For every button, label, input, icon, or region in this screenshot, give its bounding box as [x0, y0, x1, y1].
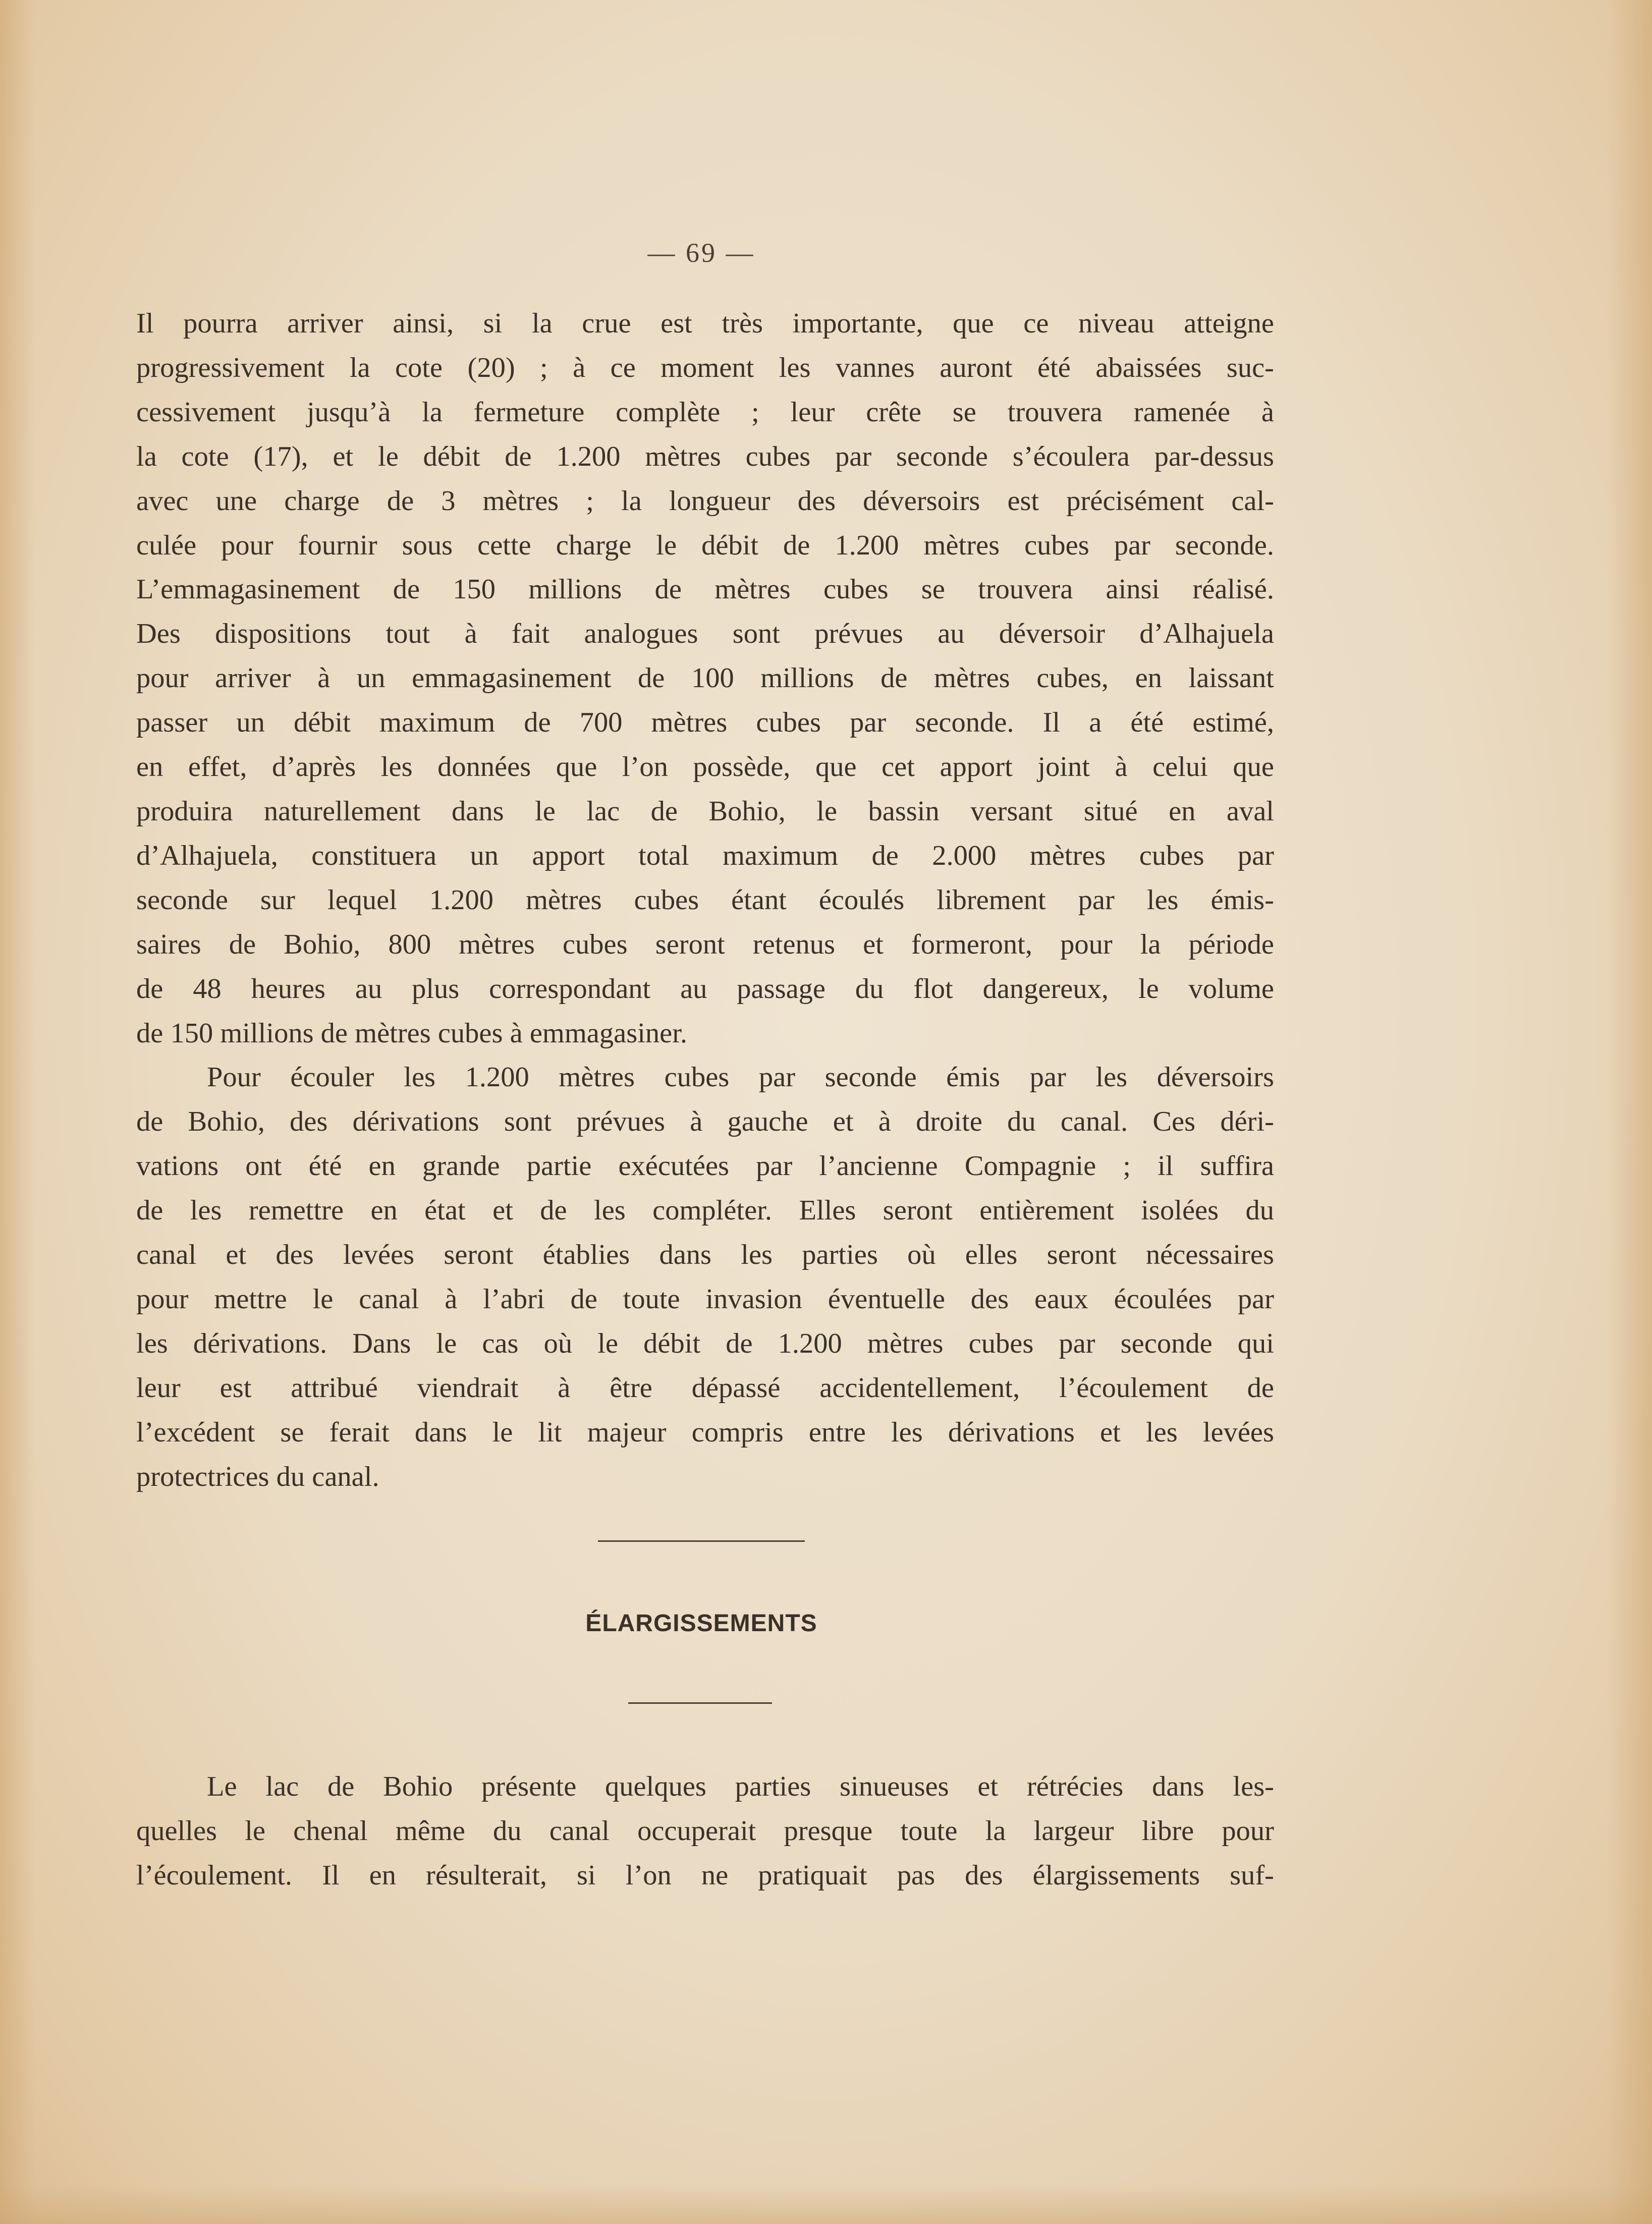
text-line: l’écoulement. Il en résulterait, si l’on ne pratiquait pas des élargissements suf-	[136, 1860, 1274, 1891]
text-line: produira naturellement dans le lac de Bohio, le bassin versant situé en aval	[136, 795, 1274, 827]
paragraph-first-line	[136, 1764, 1274, 1809]
section-heading: ÉLARGISSEMENTS	[585, 1610, 817, 1637]
text-line: passer un débit maximum de 700 mètres cubes par seconde. Il a été estimé,	[136, 707, 1274, 739]
text-line: progressivement la cote (20) ; à ce moment les vannes auront été abaissées suc-	[136, 352, 1274, 383]
text-line: canal et des levées seront établies dans les parties où elles seront nécessaires	[136, 1239, 1274, 1271]
text-line: pour mettre le canal à l’abri de toute invasion éventuelle des eaux écoulées par	[136, 1283, 1274, 1315]
main-text-block	[136, 302, 1274, 1499]
text-line: leur est attribué viendrait à être dépassé accidentellement, l’écoulement de	[136, 1372, 1274, 1404]
text-line: protectrices du canal.	[136, 1461, 379, 1492]
paper-edge-bottom	[0, 2184, 1652, 2224]
text-line: de les remettre en état et de les compléter. Elles seront entièrement isolées du	[136, 1195, 1274, 1227]
text-line: les dérivations. Dans le cas où le débit de 1.200 mètres cubes par seconde qui	[136, 1327, 1274, 1359]
section-divider-top	[598, 1540, 805, 1542]
text-line: de 48 heures au plus correspondant au passage du flot dangereux, le volume	[136, 973, 1274, 1005]
text-line: cessivement jusqu’à la fermeture complète ; leur crête se trouvera ramenée à	[136, 396, 1274, 428]
text-line: pour arriver à un emmagasinement de 100 millions de mètres cubes, en laissant	[136, 662, 1274, 694]
text-line: la cote (17), et le débit de 1.200 mètres cubes par seconde s’écoulera par-dessus	[136, 440, 1274, 472]
text-line: en effet, d’après les données que l’on possède, que cet apport joint à celui que	[136, 751, 1274, 783]
text-line: de 150 millions de mètres cubes à emmagasiner.	[136, 1017, 688, 1049]
section-text-block	[136, 1764, 1274, 1898]
text-line: l’excédent se ferait dans le lit majeur compris entre les dérivations et les levées	[136, 1416, 1274, 1448]
text-line: L’emmagasinement de 150 millions de mètres cubes se trouvera ainsi réalisé.	[136, 574, 1274, 605]
text-line: saires de Bohio, 800 mètres cubes seront retenus et formeront, pour la période	[136, 928, 1274, 960]
paper-edge-right	[1607, 0, 1652, 2224]
text-line: quelles le chenal même du canal occuperait presque toute la largeur libre pour	[136, 1815, 1274, 1847]
text-line: vations ont été en grande partie exécutées par l’ancienne Compagnie ; il suffira	[136, 1150, 1274, 1182]
paragraph-first-line	[136, 1055, 1274, 1100]
text-line: Pour écouler les 1.200 mètres cubes par seconde émis par les déversoirs	[207, 1062, 1274, 1093]
text-line: culée pour fournir sous cette charge le débit de 1.200 mètres cubes par seconde.	[136, 529, 1274, 561]
text-line: Des dispositions tout à fait analogues sont prévues au déversoir d’Alhajuela	[136, 618, 1274, 650]
paper-edge-left	[0, 0, 35, 2224]
text-line: Le lac de Bohio présente quelques parties sinueuses et rétrécies dans les-	[207, 1771, 1274, 1802]
text-line: Il pourra arriver ainsi, si la crue est très importante, que ce niveau atteigne	[136, 308, 1274, 339]
section-divider-bottom	[628, 1702, 772, 1704]
text-line: d’Alhajuela, constituera un apport total maximum de 2.000 mètres cubes par	[136, 840, 1274, 871]
text-line: seconde sur lequel 1.200 mètres cubes étant écoulés librement par les émis-	[136, 884, 1274, 916]
text-line: de Bohio, des dérivations sont prévues à gauche et à droite du canal. Ces déri-	[136, 1106, 1274, 1138]
text-line: avec une charge de 3 mètres ; la longueur des déversoirs est précisément cal-	[136, 485, 1274, 517]
page-number: — 69 —	[647, 238, 755, 268]
